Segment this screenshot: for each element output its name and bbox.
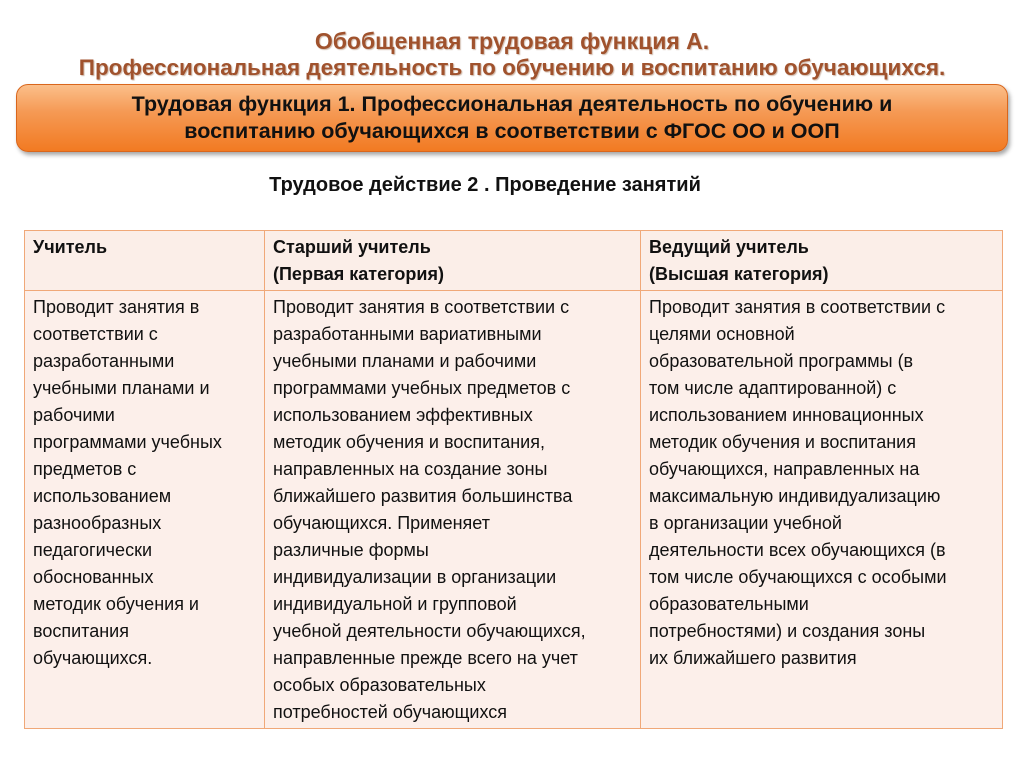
- cell-teacher: Проводит занятия в соответствии с разработанными учебными планами и рабочими программами учебных предметов с использованием разнообразных педагогически обоснованных методик обучения и воспитания обучающихся.: [25, 291, 265, 729]
- header-leading-teacher: Ведущий учитель (Высшая категория): [641, 231, 1003, 291]
- header-teacher: Учитель: [25, 231, 265, 291]
- function-banner: [16, 84, 1008, 152]
- function-banner-text: Трудовая функция 1. Профессиональная деятельность по обучению и воспитанию обучающихся в соответствии с ФГОС ОО и ООП: [131, 92, 893, 143]
- header-senior-teacher: Старший учитель (Первая категория): [265, 231, 641, 291]
- table-row: [25, 291, 1003, 729]
- qualification-table: [24, 230, 1003, 729]
- cell-leading-teacher: Проводит занятия в соответствии с целями основной образовательной программы (в том числе адаптированной) с использованием инновационных методик обучения и воспитания обучающихся, направленных на максимальную индивидуализацию в организации учебной деятельности всех обучающихся (в том числе обучающихся с особыми образовательными потребностями) и создания зоны их ближайшего развития: [641, 291, 1003, 729]
- cell-senior-teacher: Проводит занятия в соответствии с разработанными вариативными учебными планами и рабочими программами учебных предметов с использованием эффективных методик обучения и воспитания, направленных на создание зоны ближайшего развития большинства обучающихся. Применяет различные формы индивидуализации в организации индивидуальной и групповой учебной деятельности обучающихся, направленные прежде всего на учет особых образовательных потребностей обучающихся: [265, 291, 641, 729]
- section-heading: Трудовое действие 2 . Проведение занятий: [269, 174, 701, 196]
- page-subtitle: Профессиональная деятельность по обучению и воспитанию обучающихся.: [78, 55, 946, 80]
- page-title: Обобщенная трудовая функция А.: [314, 28, 710, 54]
- table-header-row: [25, 231, 1003, 291]
